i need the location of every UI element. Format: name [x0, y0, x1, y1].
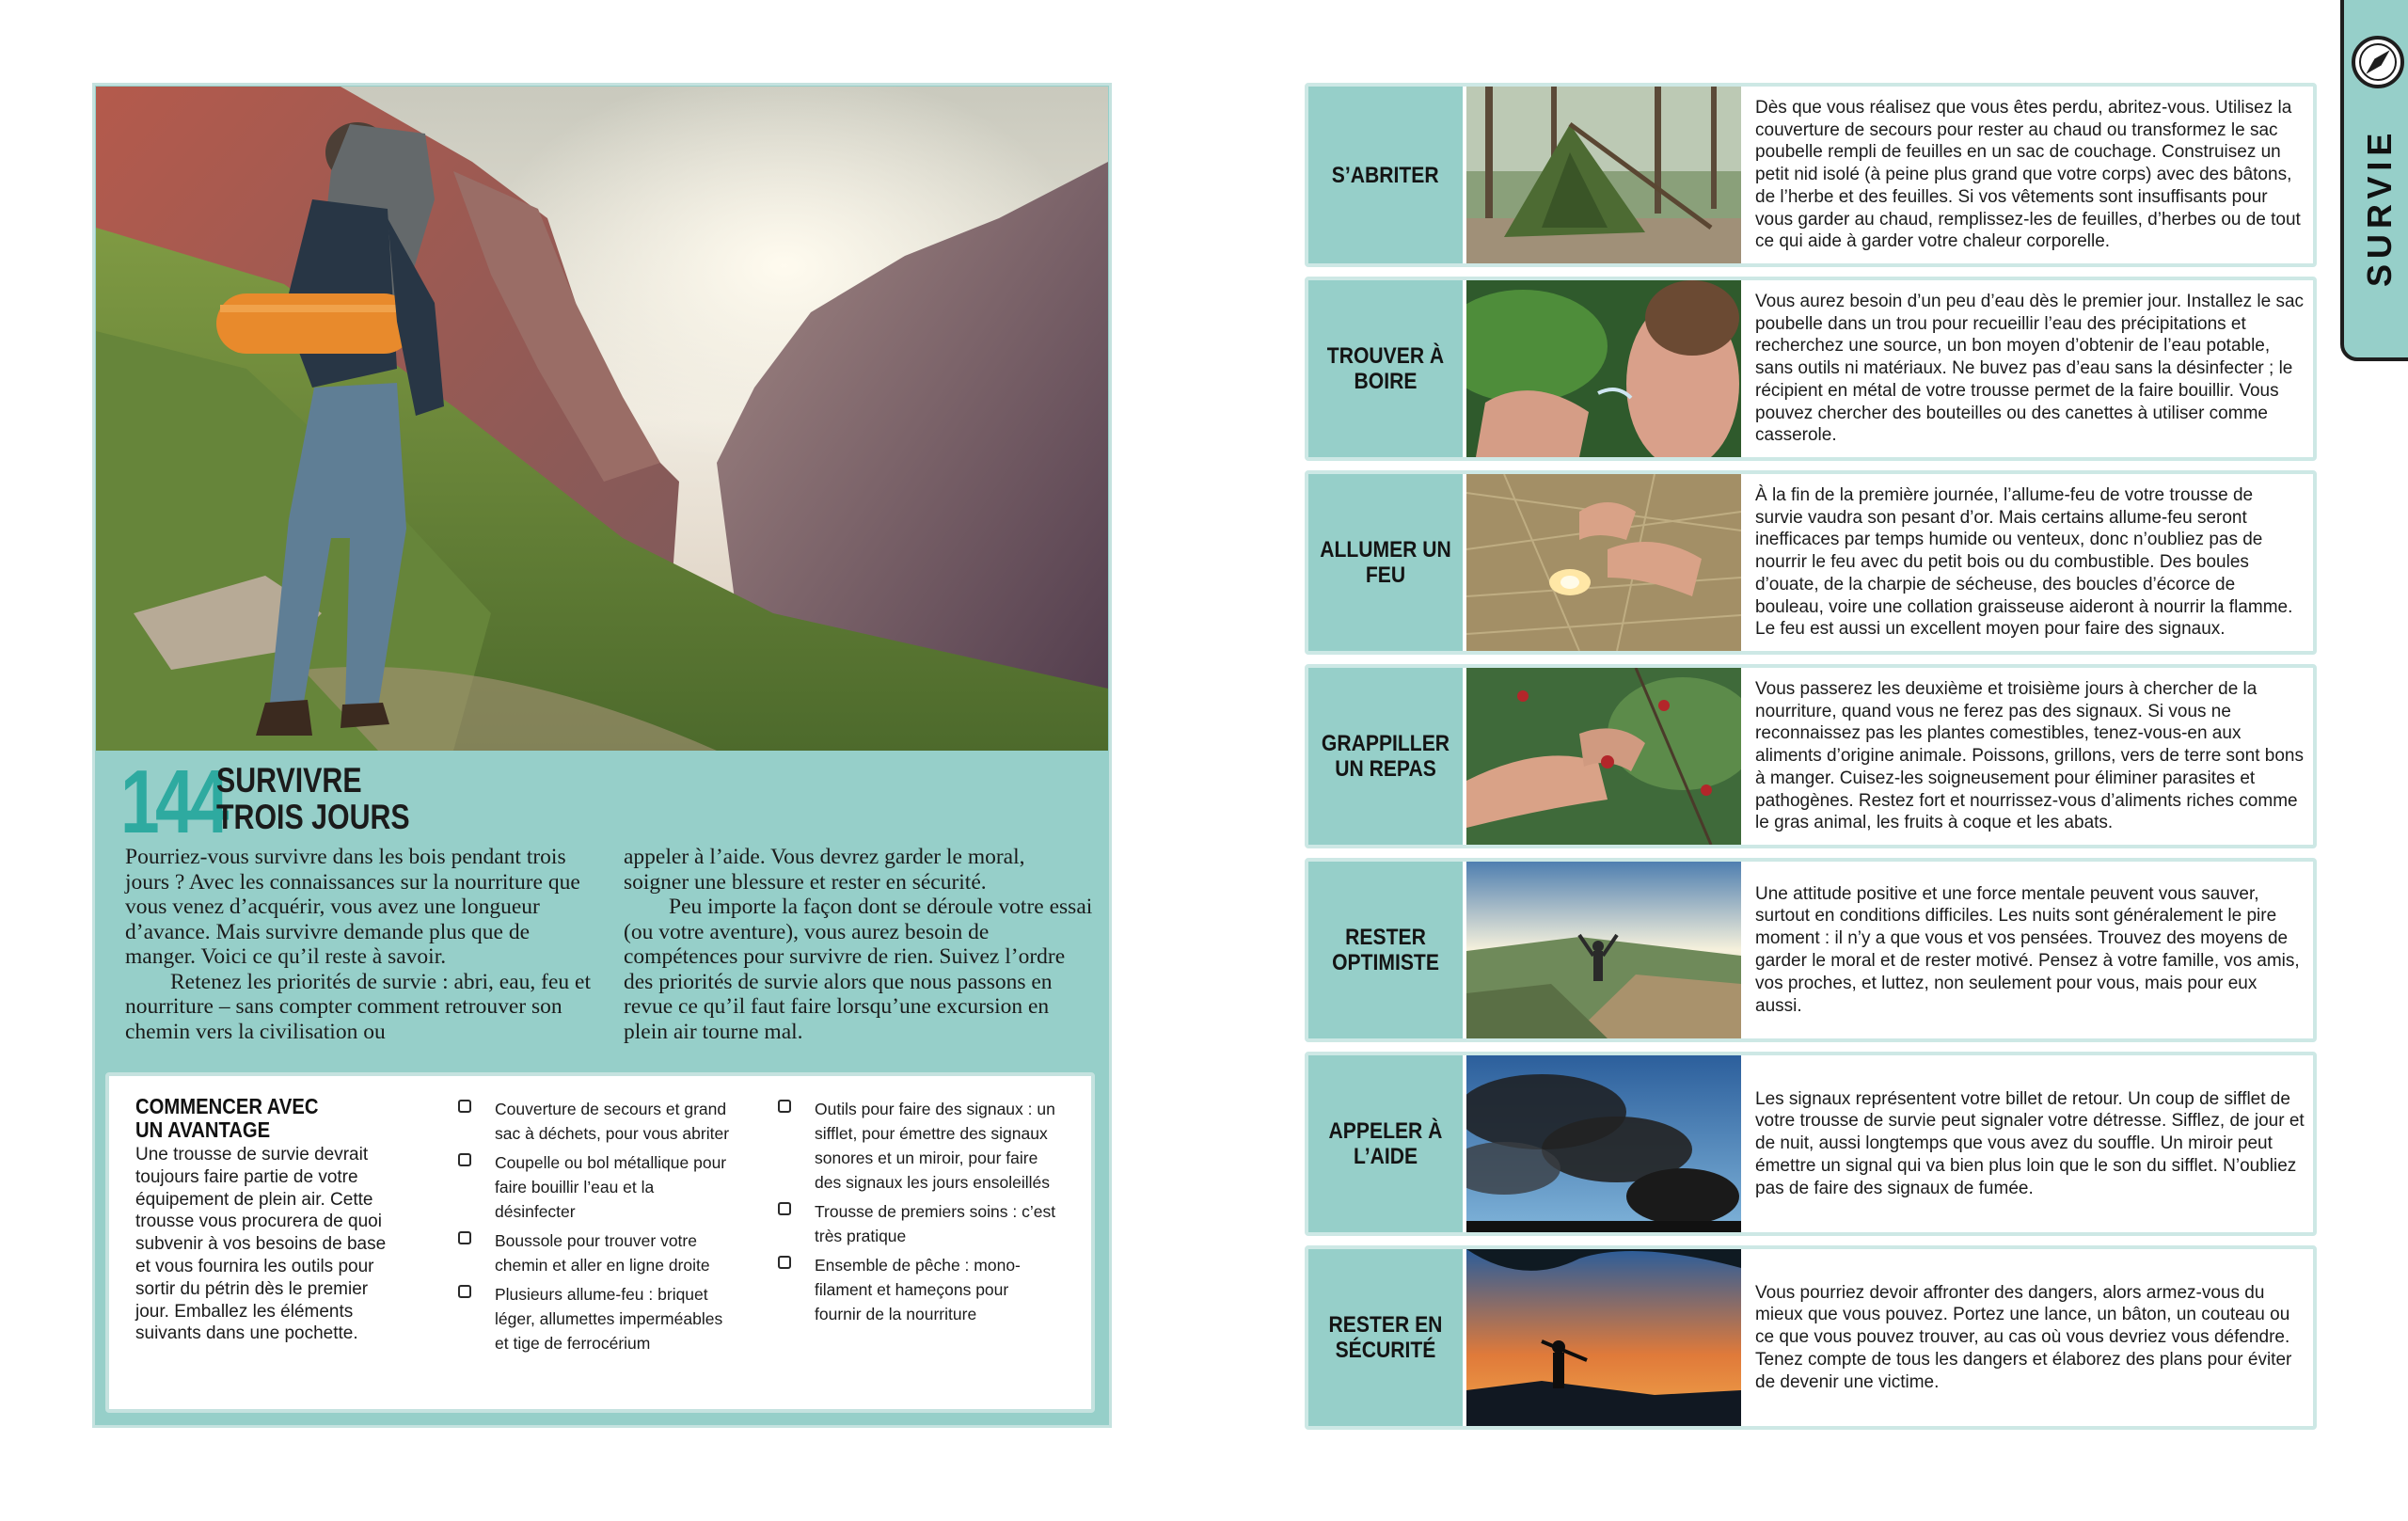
intro-paragraph: Peu importe la façon dont se déroule votre essai (ou votre aventure), vous aurez besoin de compétences pour survivre de rien. Suivez l’ordre des priorités de survie alors que nous passons en revue ce qu’il faut faire lorsqu’une excursion en plein air tourne mal.	[624, 895, 1093, 1044]
silhouette-photo	[1466, 1249, 1741, 1426]
checkbox-icon[interactable]	[778, 1100, 791, 1113]
intro-paragraph: appeler à l’aide. Vous devrez garder le moral, soigner une blessure et rester en sécurité.	[624, 845, 1025, 895]
summit-photo	[1466, 862, 1741, 1038]
kit-intro: Une trousse de survie devrait toujours faire partie de votre équipement de plein air. Cette trousse vous procurera de quoi subvenir à vos besoins de base et vous fournira les outils pour sortir du pétrin dès le premier jour. Emballez les éléments suivants dans une pochette.	[135, 1145, 387, 1344]
row-text: Dès que vous réalisez que vous êtes perdu, abritez-vous. Utilisez la couverture de secours pour rester au chaud ou transformez le sac poubelle rempli de feuilles en un sac de couchage. Construisez un petit nid isolé (à peine plus grand que votre corps) avec des bâtons, de l’herbe et des feuilles. Si vos vêtements sont insuffisants pour vous garder au chaud, remplissez-les de feuilles, d’herbes ou de tout ce qui aide à garder votre chaleur corporelle.	[1755, 97, 2301, 252]
priority-row-food	[1305, 664, 2317, 848]
intro-column-right	[624, 845, 1094, 1044]
article-title-line2: TROIS JOURS	[216, 798, 410, 836]
row-text: Une attitude positive et une force mentale peuvent vous sauver, surtout en conditions difficiles. Les nuits sont généralement le pire moment : il n’y a que vous et vos pensées. Trouvez des moyens de garder le moral et de rester motivé. Pensez à votre famille, vos amis, vos proches, et luttez, non seulement pour vous, mais pour eux aussi.	[1755, 883, 2300, 1016]
row-label: APPELER À L’AIDE	[1308, 1055, 1463, 1232]
priority-row-optimism	[1305, 858, 2317, 1042]
priority-row-signal	[1305, 1052, 2317, 1236]
priority-row-water	[1305, 277, 2317, 461]
row-label: TROUVER À BOIRE	[1308, 280, 1463, 457]
row-text: Vous aurez besoin d’un peu d’eau dès le premier jour. Installez le sac poubelle dans un trou pour recueillir l’eau des précipitations et recherchez une source, un bon moyen d’obtenir de l’eau potable, sans outils ni matériaux. Ne buvez pas d’eau sans la désinfecter ; le récipient en métal de votre trousse permet de la faire bouillir. Vous pouvez chercher des bouteilles ou des canettes à utiliser comme casserole.	[1755, 291, 2305, 446]
kit-title: COMMENCER AVEC UN AVANTAGE	[135, 1094, 319, 1142]
article-title	[216, 762, 410, 835]
berries-photo	[1466, 668, 1741, 845]
hiker-photo	[96, 87, 1108, 751]
intro-paragraph: Retenez les priorités de survie : abri, eau, feu et nourriture – sans compter comment retrouver son chemin vers la civilisation ou	[125, 969, 591, 1044]
intro-column-left	[125, 845, 595, 1044]
article-title-line1: SURVIVRE	[216, 761, 362, 800]
row-text: Vous passerez les deuxième et troisième jours à chercher de la nourriture, quand vous ne ferez pas des signaux. Si vous ne reconnaissez pas les plantes comestibles, tenez-vous-en aux aliments d’origine animale. Poissons, grillons, vers de terre sont bons à manger. Cuisez-les soigneusement pour éliminer parasites et pathogènes. Restez fort et nourrissez-vous d’aliments riches comme le gras animal, les fruits à coque et les abats.	[1755, 678, 2304, 833]
row-label: GRAPPILLER UN REPAS	[1308, 668, 1463, 845]
smoke-photo	[1466, 1055, 1741, 1232]
section-tab-label: SURVIE	[2360, 127, 2399, 287]
checkbox-icon[interactable]	[778, 1256, 791, 1269]
row-text: Les signaux représentent votre billet de retour. Un coup de sifflet de votre trousse de survie peut signaler votre détresse. Sifflez, de jour et de nuit, aussi longtemps que vous avez du souffle. Un miroir peut émettre un signal qui va bien plus loin que le son du sifflet. N’oubliez pas de faire des signaux de fumée.	[1755, 1088, 2305, 1198]
checkbox-icon[interactable]	[458, 1231, 471, 1244]
checklist-item: Outils pour faire des signaux : un sifflet, pour émettre des signaux sonores et un miroir, pour faire des signaux les jours ensoleillés	[775, 1097, 1057, 1195]
checklist-item: Trousse de premiers soins : c’est très pratique	[775, 1199, 1057, 1248]
checkbox-icon[interactable]	[458, 1153, 471, 1166]
checklist-item: Plusieurs allume-feu : briquet léger, allumettes imperméables et tige de ferrocérium	[455, 1282, 734, 1355]
checklist-item: Boussole pour trouver votre chemin et aller en ligne droite	[455, 1228, 734, 1277]
checklist-item: Ensemble de pêche : mono-filament et hameçons pour fournir de la nourriture	[775, 1253, 1057, 1326]
drinking-photo	[1466, 280, 1741, 457]
checklist-item: Couverture de secours et grand sac à déchets, pour vous abriter	[455, 1097, 734, 1146]
intro-paragraph: Pourriez-vous survivre dans les bois pendant trois jours ? Avec les connaissances sur la nourriture que vous venez d’acquérir, vous avez une longueur d’avance. Mais survivre demande plus que de manger. Voici ce qu’il reste à savoir.	[125, 845, 580, 969]
row-label: S’ABRITER	[1308, 87, 1463, 263]
article-number: 144	[120, 752, 225, 852]
priority-row-fire	[1305, 470, 2317, 655]
row-text: Vous pourriez devoir affronter des dangers, alors armez-vous du mieux que vous pouvez. Portez une lance, un bâton, un couteau ou ce que vous pouvez trouver, au cas où vous devriez vous défendre. Tenez compte de tous les dangers et élaborez des plans pour éviter de devenir une victime.	[1755, 1282, 2292, 1392]
compass-icon	[2350, 34, 2406, 90]
fire-photo	[1466, 474, 1741, 651]
row-text: À la fin de la première journée, l’allume-feu de votre trousse de survie vaudra son pesant d’or. Mais certains allume-feu seront inefficaces par temps humide ou venteux, donc n’oubliez pas de nourrir le feu avec du petit bois ou du combustible. Des boules d’ouate, de la charpie de sécheuse, des boucles d’écorce de bouleau, voire une collation graisseuse aideront à nourrir la flamme. Le feu est aussi un excellent moyen pour faire des signaux.	[1755, 484, 2293, 640]
row-label: ALLUMER UN FEU	[1308, 474, 1463, 651]
row-label: RESTER EN SÉCURITÉ	[1308, 1249, 1463, 1426]
checkbox-icon[interactable]	[458, 1100, 471, 1113]
shelter-photo	[1466, 87, 1741, 263]
priority-row-safety	[1305, 1245, 2317, 1430]
checkbox-icon[interactable]	[458, 1285, 471, 1298]
checklist-item: Coupelle ou bol métallique pour faire bouillir l’eau et la désinfecter	[455, 1150, 734, 1224]
checkbox-icon[interactable]	[778, 1202, 791, 1215]
row-label: RESTER OPTIMISTE	[1308, 862, 1463, 1038]
priority-row-shelter	[1305, 83, 2317, 267]
kit-checklist-col2	[775, 1097, 1057, 1331]
kit-checklist-col1	[455, 1097, 734, 1360]
